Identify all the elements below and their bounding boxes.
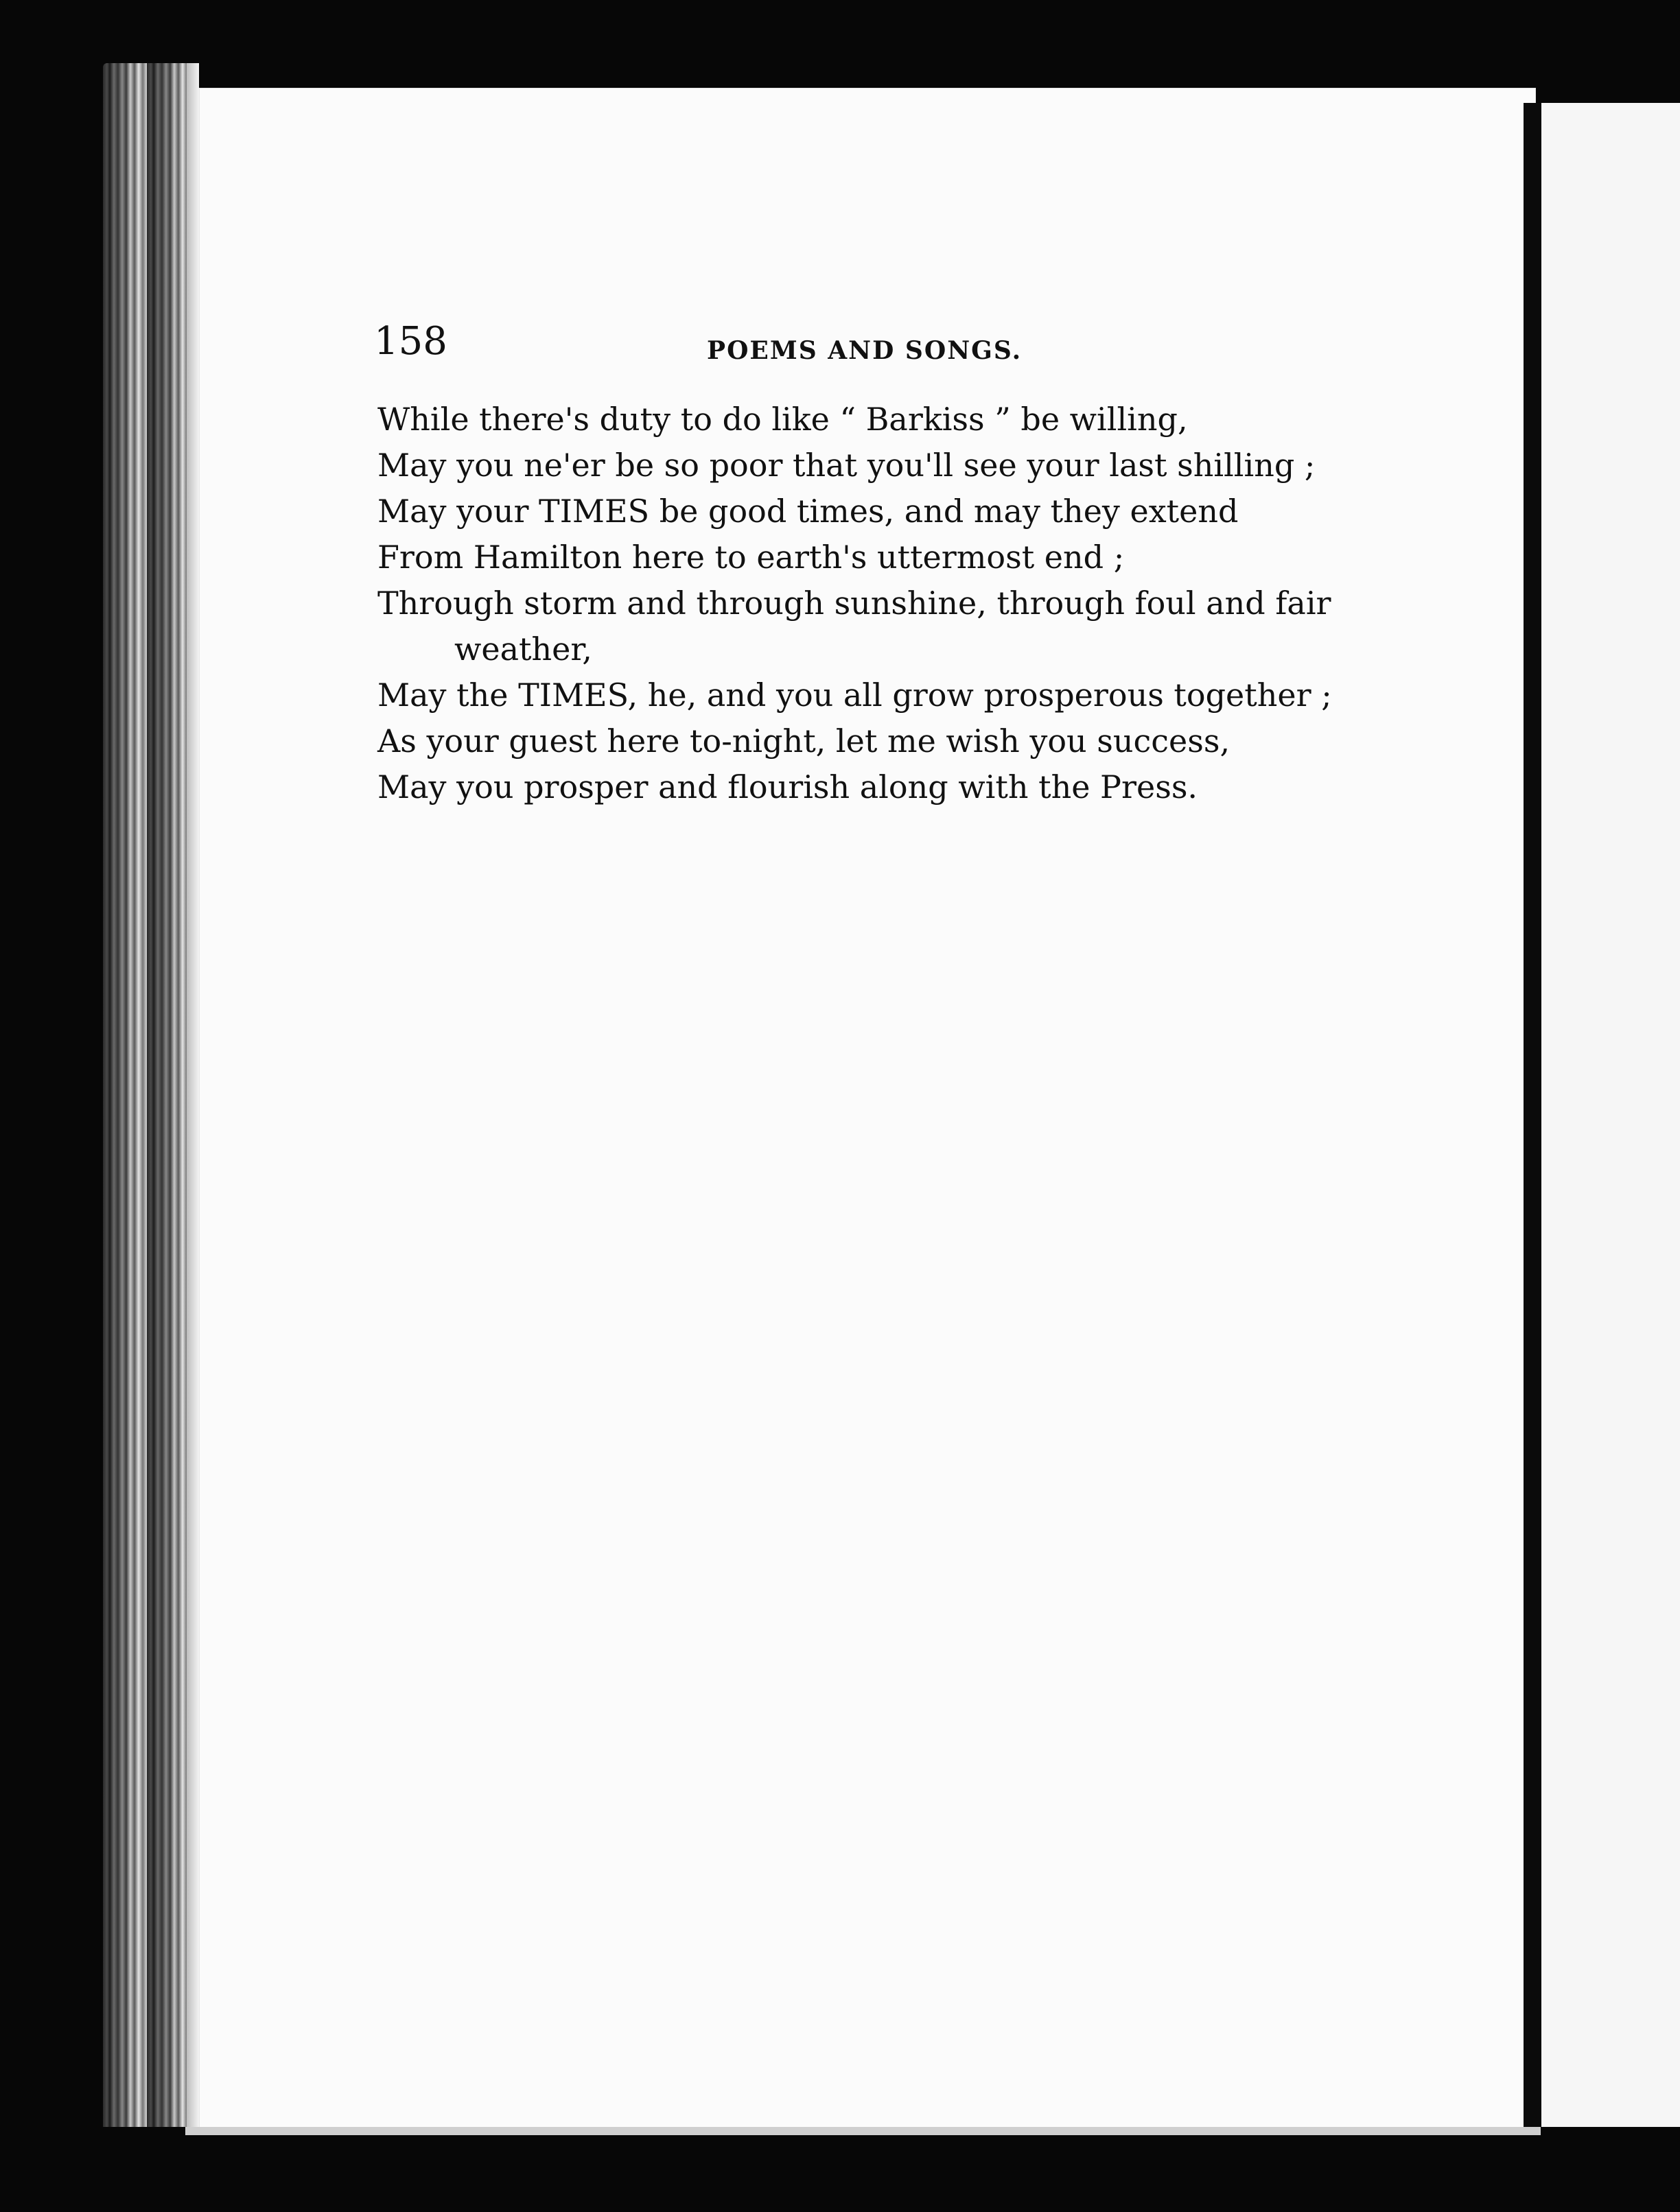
book-page <box>199 88 1536 2132</box>
poem-line: May your TIMES be good times, and may they extend <box>377 493 1239 530</box>
poem-line: Through storm and through sunshine, through foul and fair <box>377 585 1331 622</box>
page-number: 158 <box>374 319 447 364</box>
poem-line: May the TIMES, he, and you all grow prosperous together ; <box>377 676 1332 714</box>
page-bottom-edge <box>185 2127 1541 2135</box>
poem-line: May you ne'er be so poor that you'll see your last shilling ; <box>377 447 1316 484</box>
poem-line: May you prosper and flourish along with the Press. <box>377 768 1198 805</box>
book-page-edges <box>103 63 199 2127</box>
poem-line: As your guest here to-night, let me wish you success, <box>377 722 1230 760</box>
page-divider <box>1524 103 1541 2127</box>
poem-line-continuation: weather, <box>454 631 592 668</box>
facing-page-edge <box>1541 103 1680 2127</box>
running-title: POEMS AND SONGS. <box>707 336 1023 365</box>
poem-line: From Hamilton here to earth's uttermost end ; <box>377 539 1125 576</box>
poem-text <box>377 397 1352 810</box>
poem-line: While there's duty to do like “ Barkiss ” be willing, <box>377 401 1188 438</box>
